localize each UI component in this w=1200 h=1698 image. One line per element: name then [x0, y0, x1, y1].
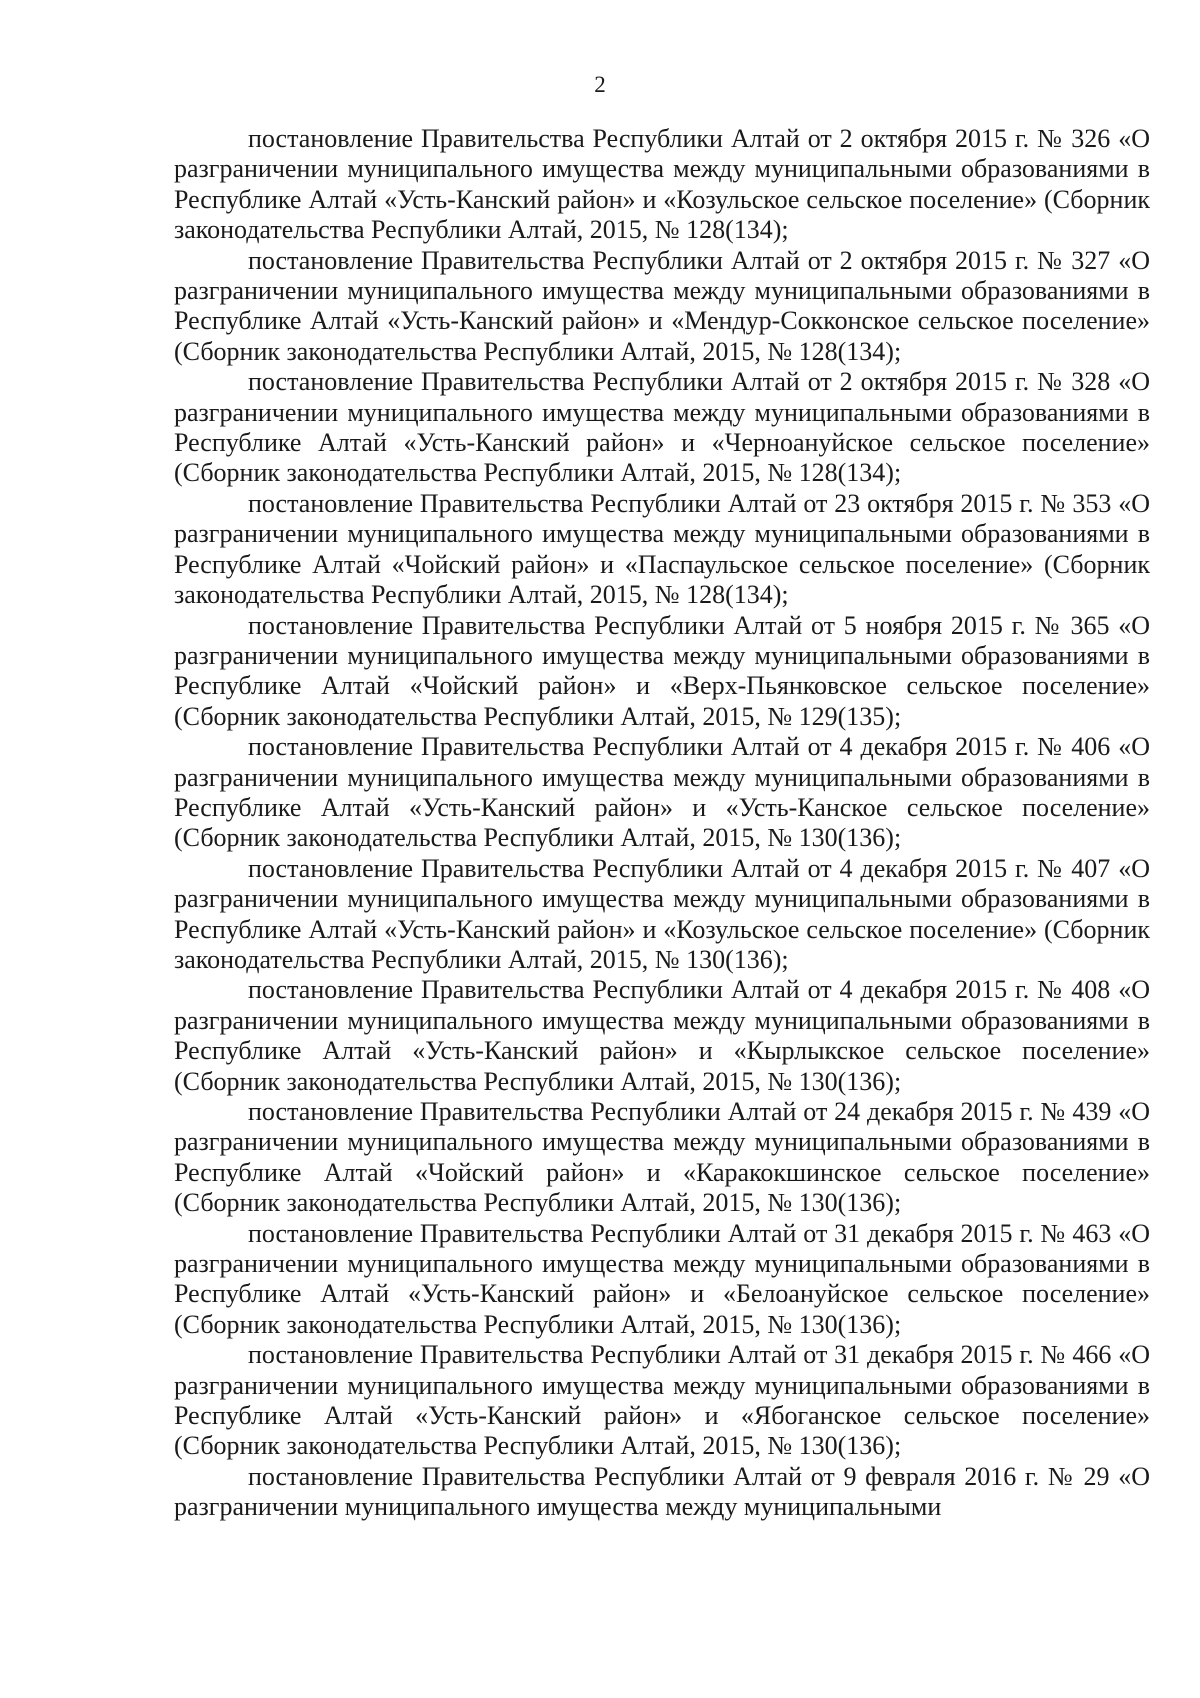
paragraph: постановление Правительства Республики Алтай от 4 декабря 2015 г. № 407 «О разграничении муниципального имущества между муниципальными образованиями в Республике Алтай «Усть-Канский район» и «Козульское сельское поселение» (Сборник законодательства Республики Алтай, 2015, № 130(136);	[174, 853, 1150, 974]
paragraph: постановление Правительства Республики Алтай от 2 октября 2015 г. № 327 «О разграничении муниципального имущества между муниципальными образованиями в Республике Алтай «Усть-Канский район» и «Мендур-Сокконское сельское поселение» (Сборник законодательства Республики Алтай, 2015, № 128(134);	[174, 245, 1150, 366]
paragraph: постановление Правительства Республики Алтай от 23 октября 2015 г. № 353 «О разграничении муниципального имущества между муниципальными образованиями в Республике Алтай «Чойский район» и «Паспаульское сельское поселение» (Сборник законодательства Республики Алтай, 2015, № 128(134);	[174, 488, 1150, 610]
paragraph: постановление Правительства Республики Алтай от 2 октября 2015 г. № 326 «О разграничении муниципального имущества между муниципальными образованиями в Республике Алтай «Усть-Канский район» и «Козульское сельское поселение» (Сборник законодательства Республики Алтай, 2015, № 128(134);	[174, 124, 1150, 245]
paragraph: постановление Правительства Республики Алтай от 24 декабря 2015 г. № 439 «О разграничении муниципального имущества между муниципальными образованиями в Республике Алтай «Чойский район» и «Каракокшинское сельское поселение» (Сборник законодательства Республики Алтай, 2015, № 130(136);	[174, 1097, 1150, 1218]
paragraph: постановление Правительства Республики Алтай от 31 декабря 2015 г. № 466 «О разграничении муниципального имущества между муниципальными образованиями в Республике Алтай «Усть-Канский район» и «Ябоганское сельское поселение» (Сборник законодательства Республики Алтай, 2015, № 130(136);	[174, 1340, 1150, 1461]
paragraph: постановление Правительства Республики Алтай от 4 декабря 2015 г. № 406 «О разграничении муниципального имущества между муниципальными образованиями в Республике Алтай «Усть-Канский район» и «Усть-Канское сельское поселение» (Сборник законодательства Республики Алтай, 2015, № 130(136);	[174, 732, 1150, 853]
paragraph: постановление Правительства Республики Алтай от 31 декабря 2015 г. № 463 «О разграничении муниципального имущества между муниципальными образованиями в Республике Алтай «Усть-Канский район» и «Белоануйское сельское поселение» (Сборник законодательства Республики Алтай, 2015, № 130(136);	[174, 1218, 1150, 1339]
paragraph: постановление Правительства Республики Алтай от 9 февраля 2016 г. № 29 «О разграничении муниципального имущества между муниципальными	[174, 1461, 1150, 1522]
paragraph: постановление Правительства Республики Алтай от 2 октября 2015 г. № 328 «О разграничении муниципального имущества между муниципальными образованиями в Республике Алтай «Усть-Канский район» и «Черноануйское сельское поселение» (Сборник законодательства Республики Алтай, 2015, № 128(134);	[174, 367, 1150, 488]
page-number: 2	[594, 72, 606, 97]
document-body	[174, 124, 1150, 1523]
paragraph: постановление Правительства Республики Алтай от 4 декабря 2015 г. № 408 «О разграничении муниципального имущества между муниципальными образованиями в Республике Алтай «Усть-Канский район» и «Кырлыкское сельское поселение» (Сборник законодательства Республики Алтай, 2015, № 130(136);	[174, 975, 1150, 1096]
paragraph: постановление Правительства Республики Алтай от 5 ноября 2015 г. № 365 «О разграничении муниципального имущества между муниципальными образованиями в Республике Алтай «Чойский район» и «Верх-Пьянковское сельское поселение» (Сборник законодательства Республики Алтай, 2015, № 129(135);	[174, 610, 1150, 731]
